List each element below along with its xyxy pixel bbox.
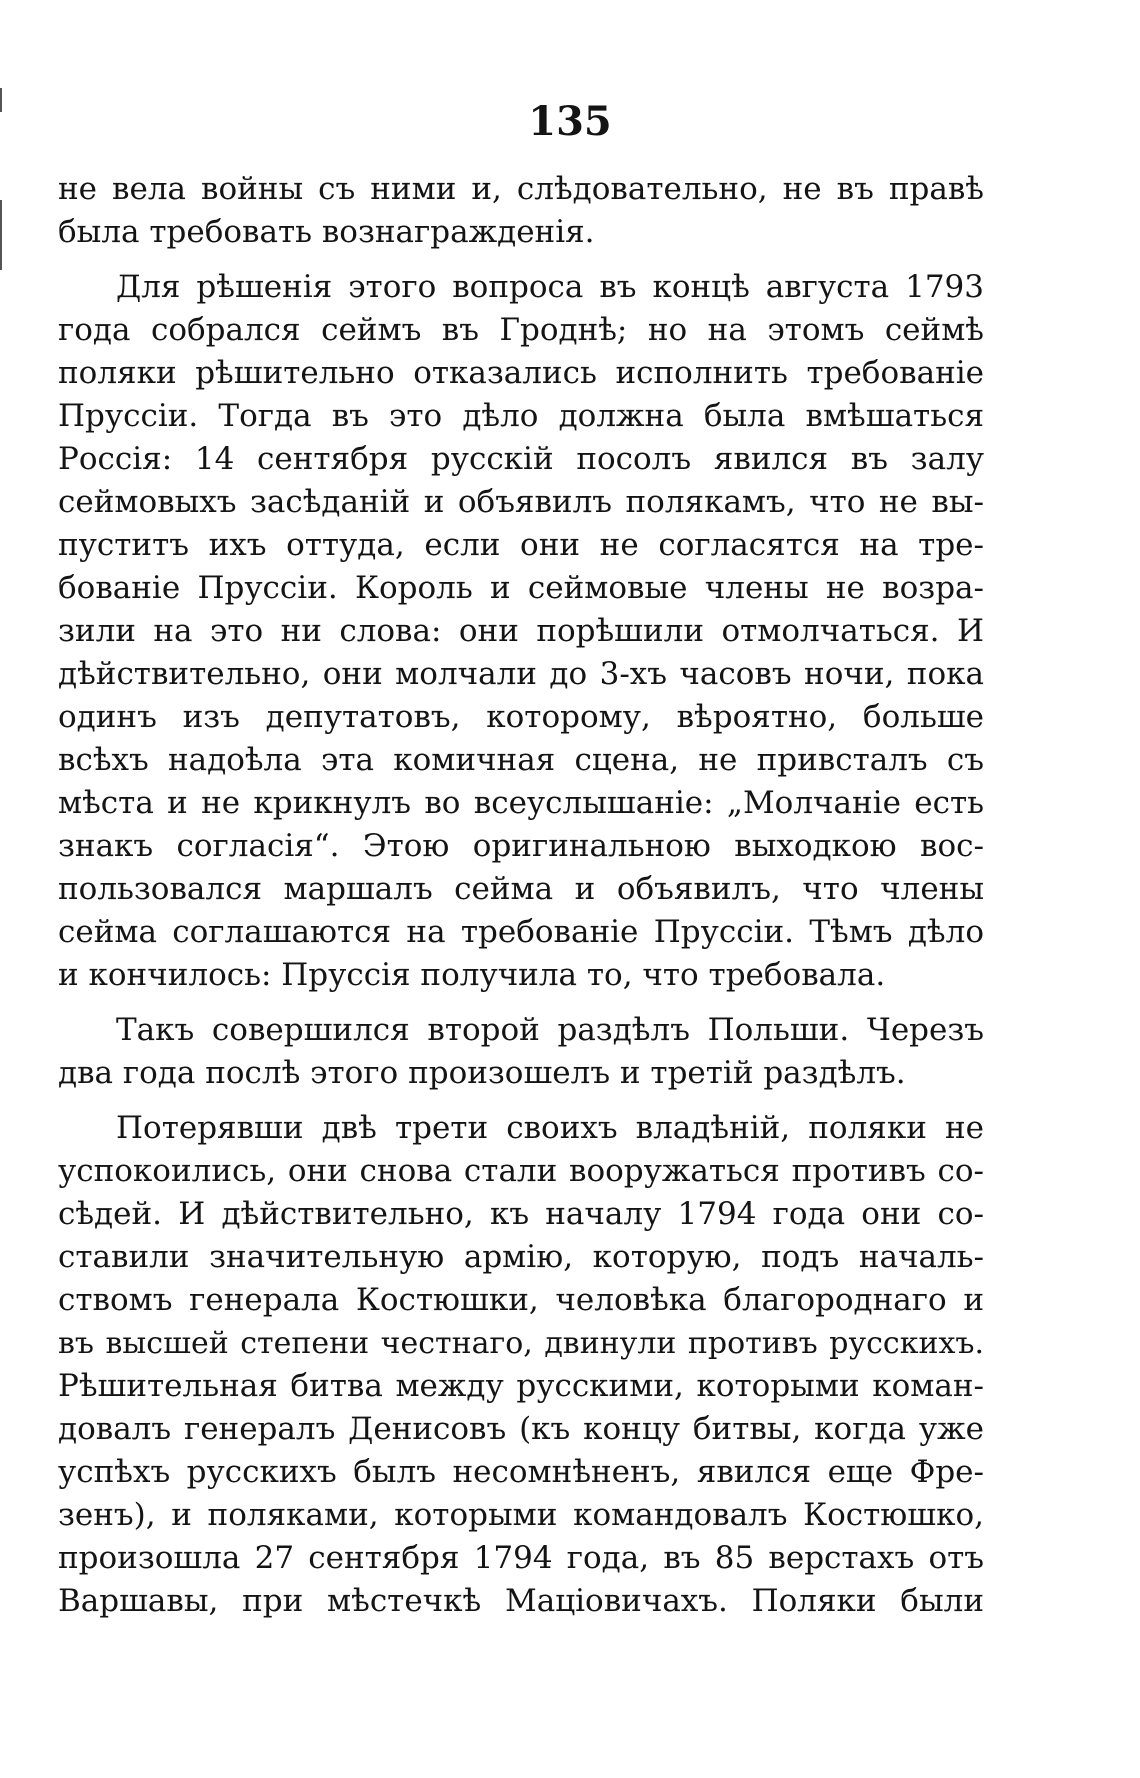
text-line: дѣйствительно, они молчали до 3-хъ часовъ ночи, пока	[58, 656, 984, 692]
body-text	[58, 168, 984, 1623]
paragraph	[58, 1107, 984, 1623]
text-line: пуститъ ихъ оттуда, если они не согласятся на тре-	[58, 527, 984, 563]
paragraph	[58, 1009, 984, 1095]
text-line: произошла 27 сентября 1794 года, въ 85 верстахъ отъ	[58, 1540, 984, 1576]
text-line: сеймовыхъ засѣданій и объявилъ полякамъ, что не вы-	[58, 484, 984, 520]
paragraph	[58, 168, 984, 254]
text-line: Россія: 14 сентября русскій посолъ явился въ залу	[58, 441, 984, 477]
text-line: пользовался маршалъ сейма и объявилъ, что члены	[58, 871, 984, 907]
text-line: сейма соглашаются на требованіе Пруссіи. Тѣмъ дѣло	[58, 914, 984, 950]
text-line: была требовать вознагражденія.	[58, 214, 595, 250]
text-line: успокоились, они снова стали вооружаться противъ со-	[58, 1153, 984, 1189]
paragraph	[58, 266, 984, 997]
text-line: въ высшей степени честнаго, двинули противъ русскихъ.	[58, 1326, 984, 1361]
text-line: зили на это ни слова: они порѣшили отмолчаться. И	[58, 613, 984, 649]
text-line: Рѣшительная битва между русскими, которыми коман-	[58, 1368, 984, 1404]
text-line: бованіе Пруссіи. Король и сеймовые члены не возра-	[58, 570, 984, 606]
text-line: два года послѣ этого произошелъ и третій раздѣлъ.	[58, 1055, 906, 1091]
text-line: Такъ совершился второй раздѣлъ Польши. Черезъ	[116, 1012, 984, 1048]
text-line: ствомъ генерала Костюшки, человѣка благороднаго и	[58, 1282, 984, 1318]
text-line: Пруссіи. Тогда въ это дѣло должна была вмѣшаться	[58, 398, 984, 434]
text-line: сѣдей. И дѣйствительно, къ началу 1794 года они со-	[58, 1196, 984, 1232]
text-line: всѣхъ надоѣла эта комичная сцена, не привсталъ съ	[58, 742, 984, 778]
margin-mark	[0, 200, 2, 270]
text-line: успѣхъ русскихъ былъ несомнѣненъ, явился еще Фре-	[58, 1454, 984, 1490]
text-line: поляки рѣшительно отказались исполнить требованіе	[58, 355, 984, 391]
text-line: мѣста и не крикнулъ во всеуслышаніе: „Молчаніе есть	[58, 785, 984, 821]
text-line: ставили значительную армію, которую, подъ началь-	[58, 1239, 984, 1275]
text-line: Варшавы, при мѣстечкѣ Маціовичахъ. Поляки были	[58, 1583, 984, 1619]
text-line: довалъ генералъ Денисовъ (къ концу битвы, когда уже	[58, 1411, 984, 1447]
text-line: Для рѣшенія этого вопроса въ концѣ августа 1793	[116, 269, 984, 305]
text-line: года собрался сеймъ въ Гроднѣ; но на этомъ сеймѣ	[58, 312, 984, 348]
text-line: и кончилось: Пруссія получила то, что требовала.	[58, 957, 886, 993]
text-line: одинъ изъ депутатовъ, которому, вѣроятно, больше	[58, 699, 984, 735]
text-line: зенъ), и поляками, которыми командовалъ Костюшко,	[58, 1497, 984, 1533]
text-line: знакъ согласія“. Этою оригинальною выходкою вос-	[58, 828, 984, 864]
text-line: не вела войны съ ними и, слѣдовательно, не въ правѣ	[58, 171, 984, 207]
text-line: Потерявши двѣ трети своихъ владѣній, поляки не	[116, 1110, 984, 1146]
page-number: 135	[528, 98, 612, 145]
